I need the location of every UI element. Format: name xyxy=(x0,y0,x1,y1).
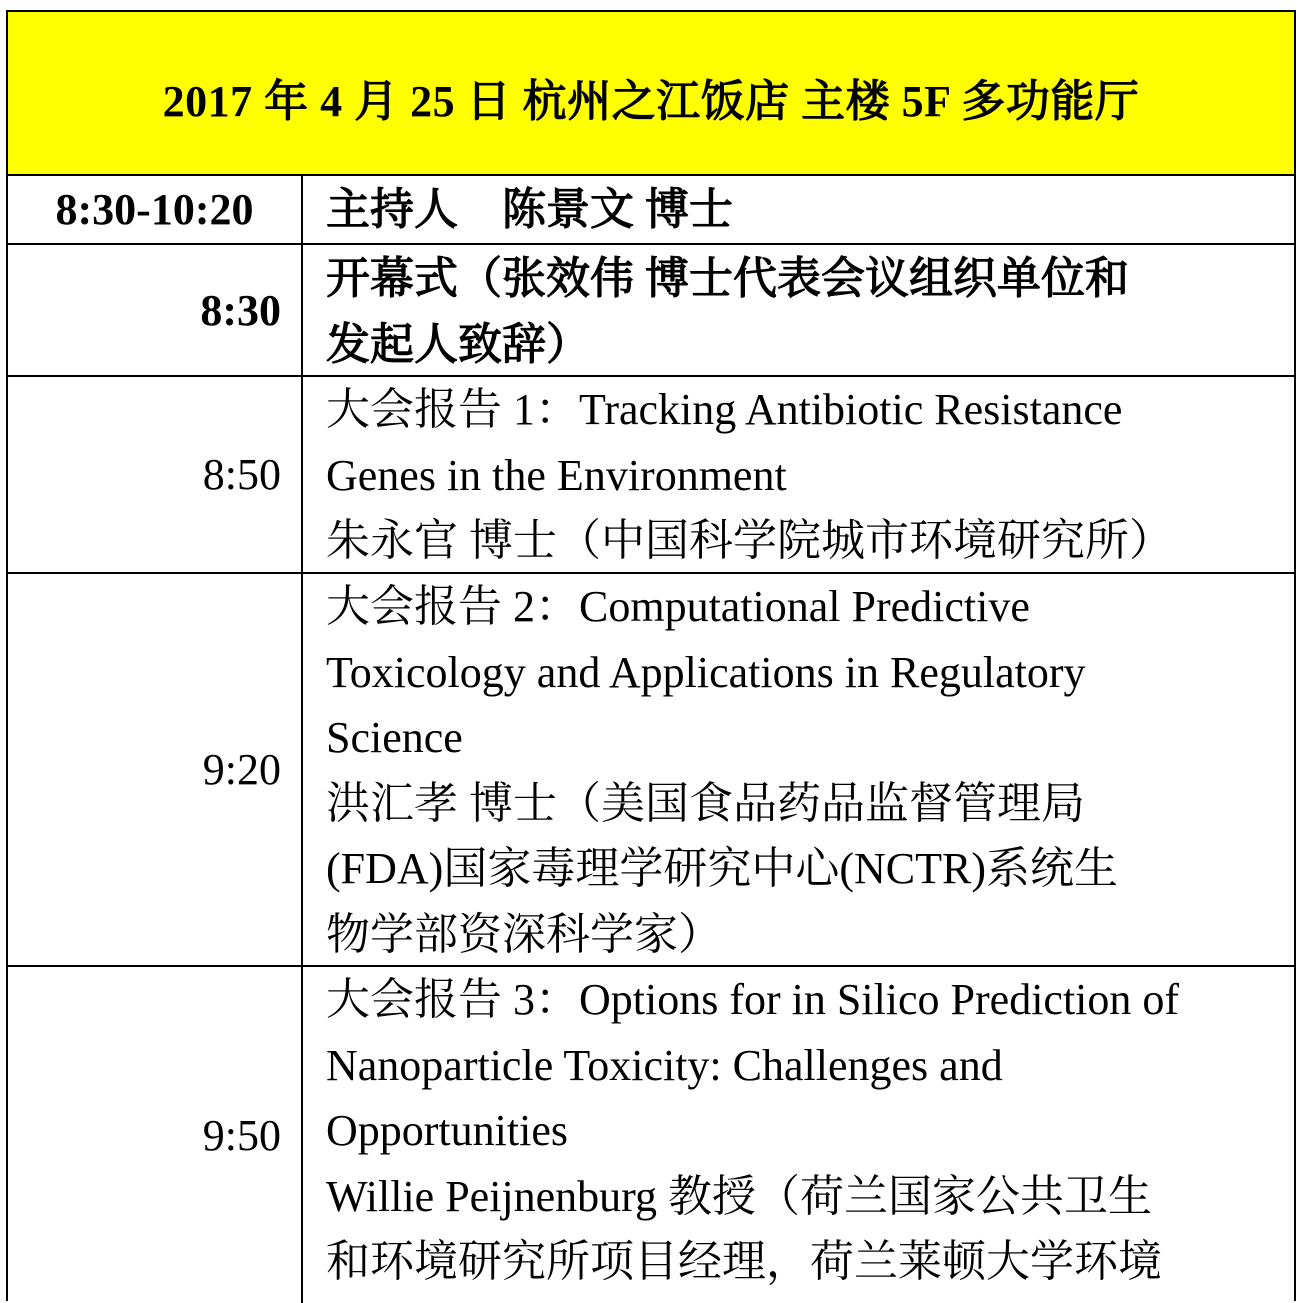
content-line: 朱永官 博士（中国科学院城市环境研究所） xyxy=(326,516,1173,565)
content-line: Willie Peijnenburg 教授（荷兰国家公共卫生 xyxy=(326,1171,1153,1221)
content-cell xyxy=(326,246,1274,377)
table-row xyxy=(8,245,1294,377)
table-header xyxy=(8,12,1294,176)
content-line: (FDA)国家毒理学研究中心(NCTR)系统生 xyxy=(326,844,1118,893)
time-cell: 8:30-10:20 xyxy=(8,176,303,243)
time-cell: 9:50 xyxy=(8,967,303,1303)
content-line: 大会报告 3：Options for in Silico Prediction of xyxy=(326,975,1180,1024)
table-row xyxy=(8,176,1294,245)
time-cell: 9:20 xyxy=(8,574,303,965)
content-line: 发起人致辞） xyxy=(326,319,590,369)
content-line: 开幕式（张效伟 博士代表会议组织单位和 xyxy=(326,254,1129,303)
content-line: Genes in the Environment xyxy=(326,450,787,500)
content-line: Opportunities xyxy=(326,1106,568,1155)
content-cell xyxy=(326,377,1274,574)
content-line: 大会报告 2：Computational Predictive xyxy=(326,582,1030,631)
page-title: 2017 年 4 月 25 日 杭州之江饭店 主楼 5F 多功能厅 xyxy=(162,77,1140,126)
schedule-table xyxy=(6,10,1296,1301)
time-cell: 8:30 xyxy=(8,245,303,375)
content-cell xyxy=(326,177,1274,243)
content-line: 大会报告 1：Tracking Antibiotic Resistance xyxy=(326,385,1123,434)
content-line: 洪汇孝 博士（美国食品药品监督管理局 xyxy=(326,778,1085,828)
content-line: Toxicology and Applications in Regulatory xyxy=(326,647,1086,697)
content-line: 物学部资深科学家） xyxy=(326,909,722,959)
content-line: Science xyxy=(326,713,463,762)
table-row xyxy=(8,574,1294,967)
content-cell xyxy=(326,967,1274,1295)
time-cell: 8:50 xyxy=(8,377,303,572)
content-line: 主持人 陈景文 博士 xyxy=(326,185,733,234)
content-line: Nanoparticle Toxicity: Challenges and xyxy=(326,1040,1003,1090)
table-row xyxy=(8,377,1294,574)
content-line: 和环境研究所项目经理，荷兰莱顿大学环境 xyxy=(326,1237,1162,1286)
content-cell xyxy=(326,574,1274,967)
table-row xyxy=(8,967,1294,1303)
